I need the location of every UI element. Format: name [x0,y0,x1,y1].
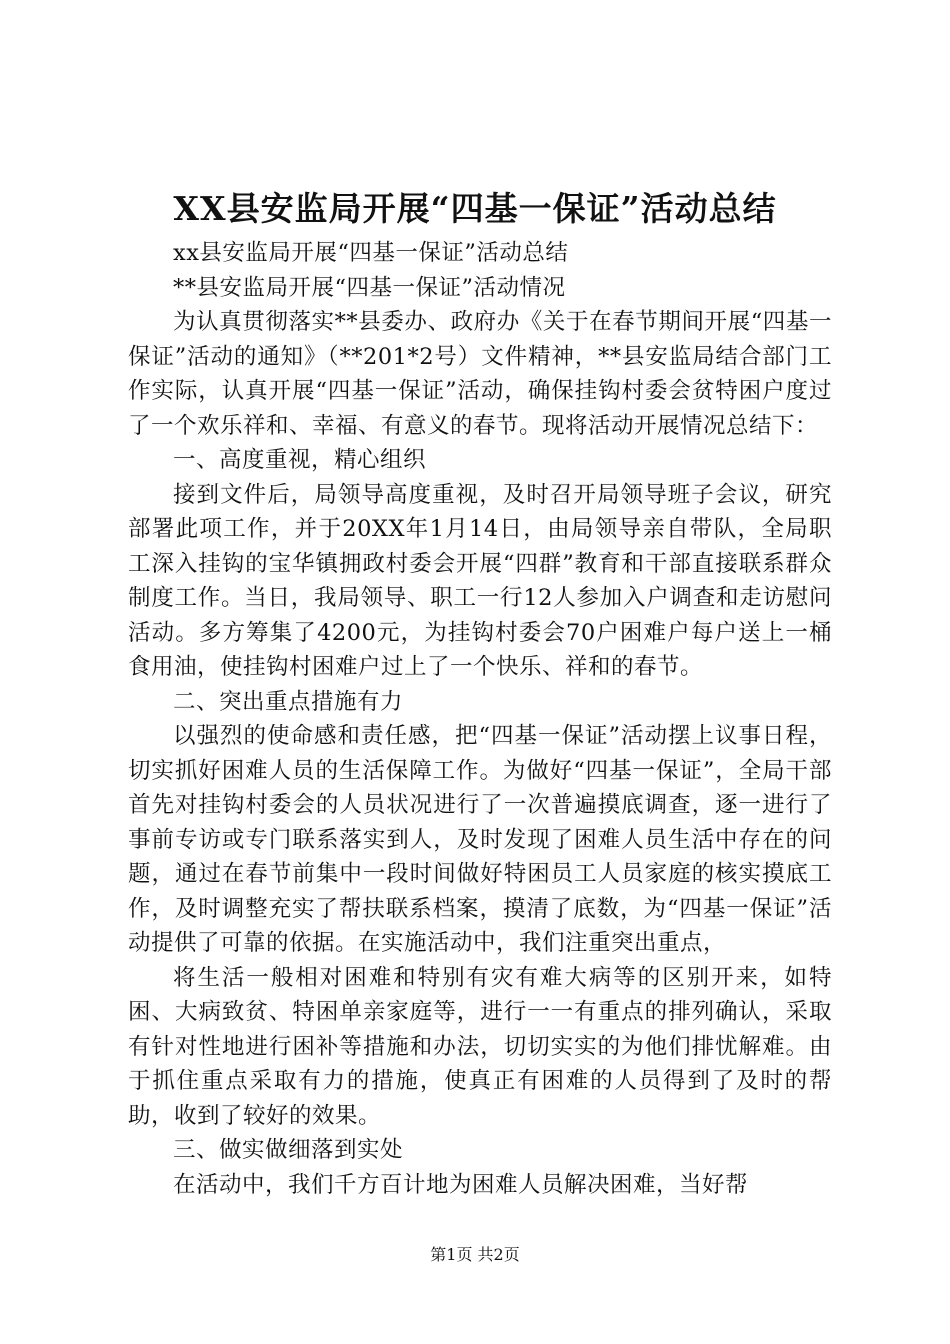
section-heading-2: 二、突出重点措施有力 [173,688,404,715]
document-body [128,236,832,1202]
section-heading-1: 一、高度重视，精心组织 [173,447,427,473]
document-title: XX县安监局开展“四基一保证”活动总结 [173,189,777,228]
paragraph-subtitle-2: **县安监局开展“四基一保证”活动情况 [173,274,566,301]
paragraph-subtitle: xx县安监局开展“四基一保证”活动总结 [173,240,569,266]
paragraph-section-2-cont: 将生活一般相对困难和特别有灾有难大病等的区别开来，如特困、大病致贫、特困单亲家庭等，进行一一有重点的排列确认，采取有针对性地进行困补等措施和办法，切切实实的为他们排忧解难。由于抓住重点采取有力的措施，使真正有困难的人员得到了及时的帮助，收到了较好的效果。 [128,964,832,1129]
paragraph-intro: 为认真贯彻落实**县委办、政府办《关于在春节期间开展“四基一保证”活动的通知》（**201*2号）文件精神，**县安监局结合部门工作实际，认真开展“四基一保证”活动，确保挂钩村委会贫特困户度过了一个欢乐祥和、幸福、有意义的春节。现将活动开展情况总结下： [128,309,832,439]
paragraph-section-3: 在活动中，我们千方百计地为困难人员解决困难，当好帮 [173,1171,749,1198]
paragraph-section-1: 接到文件后，局领导高度重视，及时召开局领导班子会议，研究部署此项工作，并于20XX年1月14日，由局领导亲自带队，全局职工深入挂钩的宝华镇拥政村委会开展“四群”教育和干部直接联系群众制度工作。当日，我局领导、职工一行12人参加入户调查和走访慰问活动。多方筹集了4200元，为挂钩村委会70户困难户每户送上一桶食用油，使挂钩村困难户过上了一个快乐、祥和的春节。 [128,481,832,680]
paragraph-section-2: 以强烈的使命感和责任感，把“四基一保证”活动摆上议事日程，切实抓好困难人员的生活保障工作。为做好“四基一保证”，全局干部首先对挂钩村委会的人员状况进行了一次普遍摸底调查，逐一进行了事前专访或专门联系落实到人，及时发现了困难人员生活中存在的问题，通过在春节前集中一段时间做好特困员工人员家庭的核实摸底工作，及时调整充实了帮扶联系档案，摸清了底数，为“四基一保证”活动提供了可靠的依据。在实施活动中，我们注重突出重点， [128,723,832,956]
page-footer: 第1页 共2页 [430,1245,520,1264]
section-heading-3: 三、做实做细落到实处 [173,1137,404,1163]
